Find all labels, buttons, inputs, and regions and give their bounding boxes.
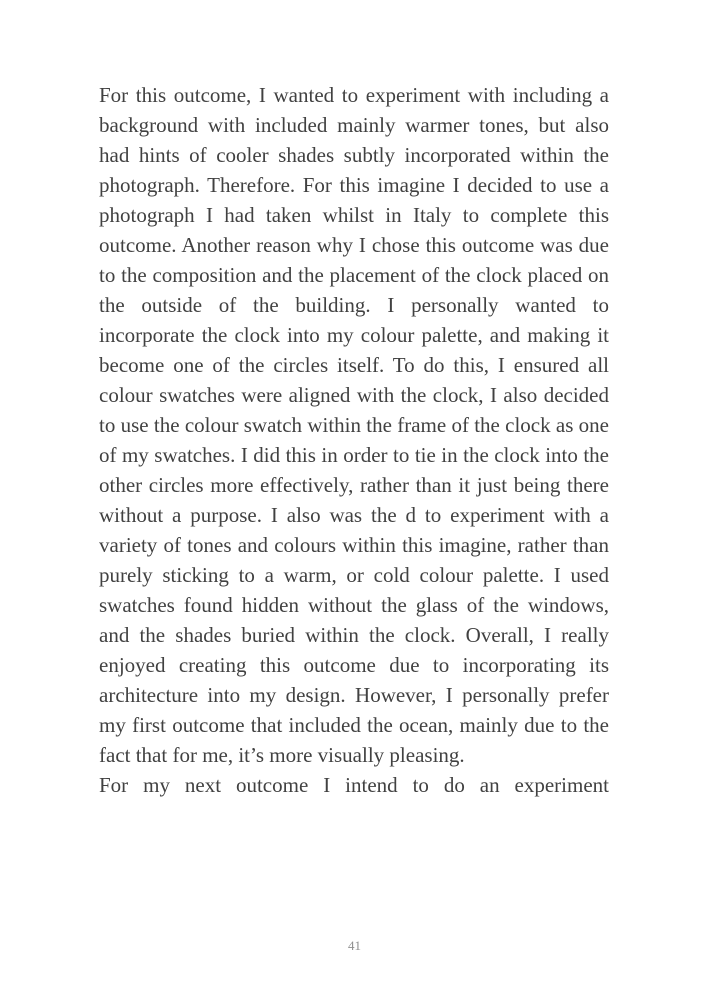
paragraph-1: For this outcome, I wanted to experiment with including a background with included mainly warmer tones, but also had hints of cooler shades subtly incorporated within the photograph. Therefore. For this imagine I decided to use a photograph I had taken whilst in Italy to complete this outcome. Another reason why I chose this outcome was due to the composition and the placement of the clock placed on the outside of the building. I personally wanted to incorporate the clock into my colour palette, and making it become one of the circles itself. To do this, I ensured all colour swatches were aligned with the clock, I also decided to use the colour swatch within the frame of the clock as one of my swatches. I did this in order to tie in the clock into the other circles more effectively, rather than it just being there without a purpose. I also was the d to experiment with a variety of tones and colours within this imagine, rather than purely sticking to a warm, or cold colour palette. I used swatches found hidden without the glass of the windows, and the shades buried within the clock. Overall, I really enjoyed creating this outcome due to incorporating its architecture into my design. However, I personally prefer my first outcome that included the ocean, mainly due to the fact that for me, it’s more visually pleasing. <box>99 83 609 767</box>
paragraph-2: For my next outcome I intend to do an experiment <box>99 773 609 797</box>
body-text <box>99 80 609 800</box>
page-number: 41 <box>348 938 361 953</box>
